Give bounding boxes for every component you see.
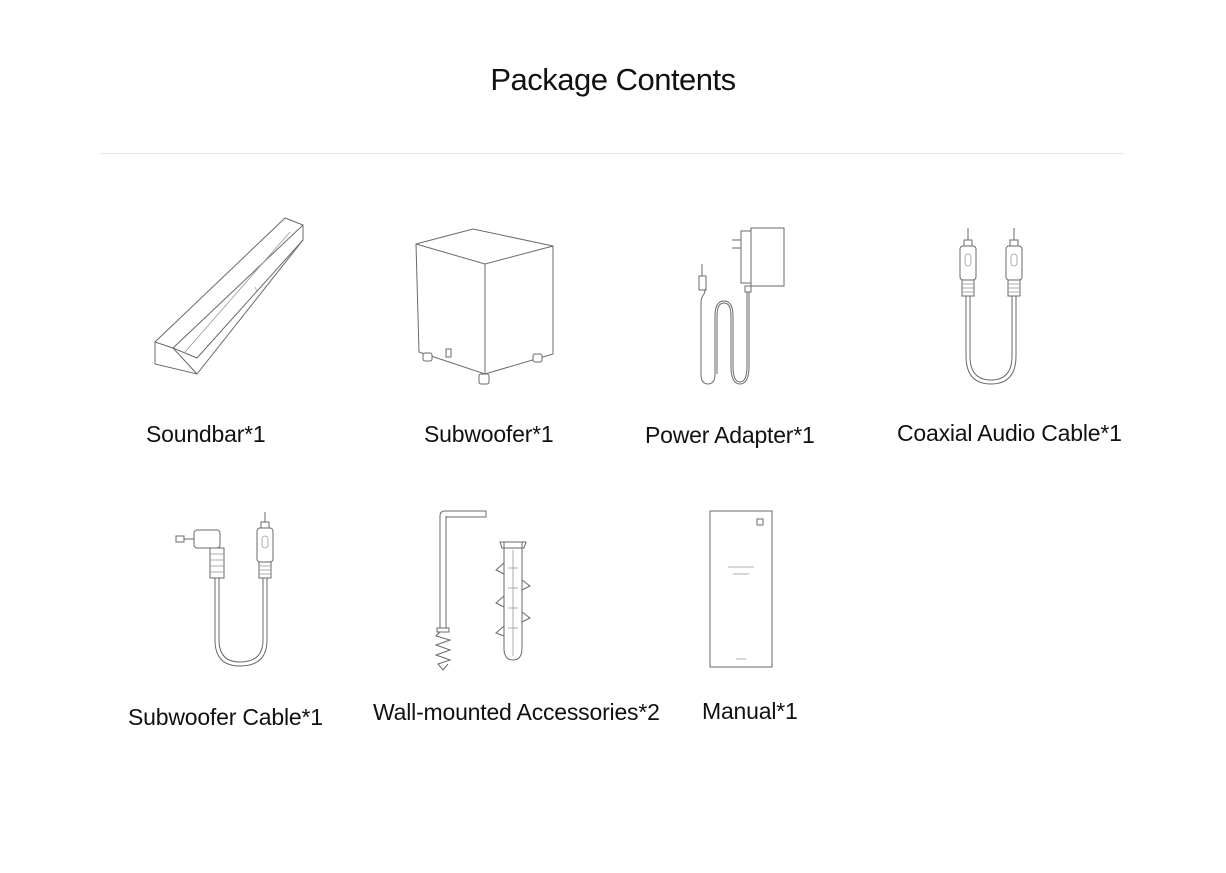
item-label: Subwoofer Cable*1 <box>128 704 323 730</box>
manual-icon <box>708 509 776 671</box>
item-label: Soundbar*1 <box>146 421 266 447</box>
soundbar-icon <box>150 212 310 382</box>
page-title: Package Contents <box>490 62 736 97</box>
item-label: Manual*1 <box>702 698 798 724</box>
subwoofer-cable-icon <box>174 510 284 670</box>
item-label: Coaxial Audio Cable*1 <box>897 420 1122 446</box>
coaxial-cable-icon <box>950 226 1030 388</box>
item-label: Wall-mounted Accessories*2 <box>373 699 660 725</box>
power-adapter-icon <box>690 226 790 386</box>
divider <box>99 153 1125 154</box>
item-label: Subwoofer*1 <box>424 421 554 447</box>
item-label: Power Adapter*1 <box>645 422 815 448</box>
wall-mount-accessories-icon <box>430 508 540 672</box>
subwoofer-icon <box>413 226 558 388</box>
